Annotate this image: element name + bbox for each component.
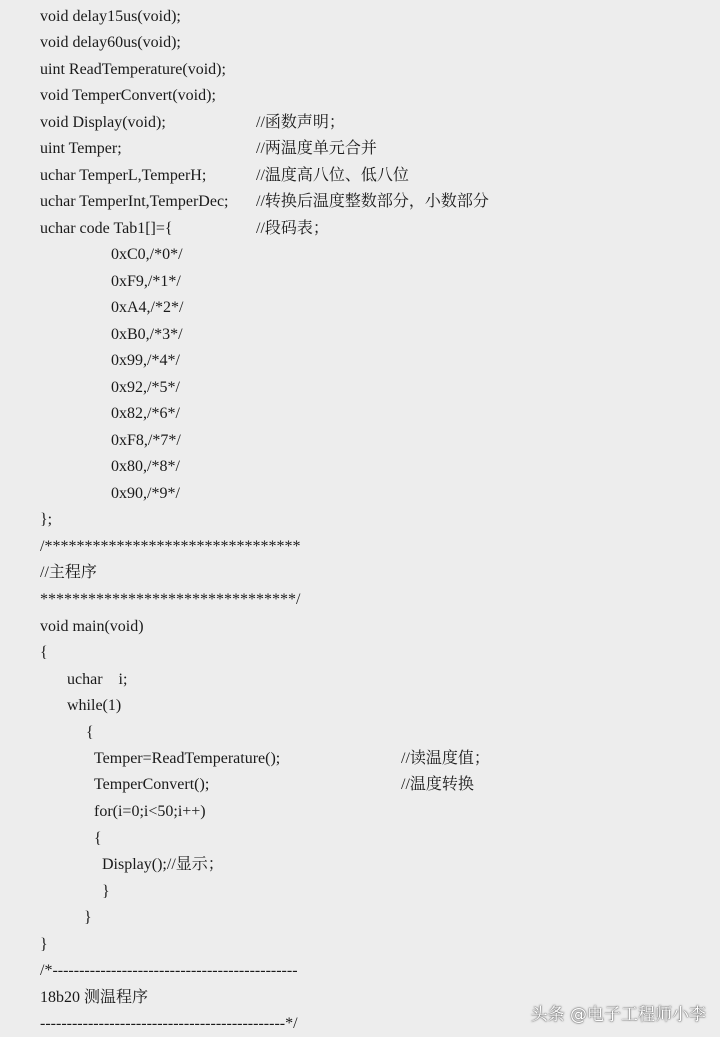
code-line: 0x90,/*9*/ xyxy=(111,485,180,502)
code-line: void delay15us(void); xyxy=(40,8,181,25)
watermark: 头条 @电子工程师小李 xyxy=(530,1005,706,1025)
code-line: for(i=0;i<50;i++) xyxy=(94,803,206,820)
code-line: Display();//显示； xyxy=(102,856,224,873)
code-line: { xyxy=(94,830,102,847)
code-line: 0xA4,/*2*/ xyxy=(111,299,184,316)
code-line: void Display(void); xyxy=(40,114,166,131)
code-line: void TemperConvert(void); xyxy=(40,87,216,104)
code-line: void delay60us(void); xyxy=(40,34,181,51)
code-line: } xyxy=(102,883,110,900)
code-line: 0xF9,/*1*/ xyxy=(111,273,181,290)
code-line: 0xC0,/*0*/ xyxy=(111,246,183,263)
code-line: } xyxy=(40,936,48,953)
code-line: uchar TemperL,TemperH; xyxy=(40,167,207,184)
code-line: uchar code Tab1[]={ xyxy=(40,220,173,237)
code-line: void main(void) xyxy=(40,618,144,635)
code-line: { xyxy=(40,644,48,661)
code-line: ********************************/ xyxy=(40,591,301,608)
code-line: uchar TemperInt,TemperDec; xyxy=(40,193,229,210)
code-line: Temper=ReadTemperature(); xyxy=(94,750,281,767)
code-comment: //温度转换 xyxy=(401,776,474,793)
code-line: 0xB0,/*3*/ xyxy=(111,326,183,343)
code-line: uchar i; xyxy=(67,671,128,688)
code-line: 0x80,/*8*/ xyxy=(111,458,180,475)
code-line: } xyxy=(84,909,92,926)
code-comment: //读温度值； xyxy=(401,750,490,767)
code-comment: //温度高八位、低八位 xyxy=(256,167,409,184)
code-line: /******************************** xyxy=(40,538,301,555)
code-line: //主程序 xyxy=(40,564,97,581)
code-comment: //函数声明； xyxy=(256,114,345,131)
code-line: 0x82,/*6*/ xyxy=(111,405,180,422)
code-comment: //段码表； xyxy=(256,220,329,237)
code-line: { xyxy=(86,724,94,741)
code-line: TemperConvert(); xyxy=(94,776,210,793)
code-line: uint ReadTemperature(void); xyxy=(40,61,226,78)
code-line: 18b20 测温程序 xyxy=(40,989,149,1006)
code-line: ----------------------------------------------*/ xyxy=(40,1015,298,1032)
code-comment: //转换后温度整数部分，小数部分 xyxy=(256,193,489,210)
code-line: uint Temper; xyxy=(40,140,122,157)
code-line: /*---------------------------------------------- xyxy=(40,962,298,979)
code-line: while(1) xyxy=(67,697,122,714)
code-line: 0xF8,/*7*/ xyxy=(111,432,181,449)
code-line: 0x92,/*5*/ xyxy=(111,379,180,396)
code-line: 0x99,/*4*/ xyxy=(111,352,180,369)
code-line: }; xyxy=(40,511,53,528)
code-comment: //两温度单元合并 xyxy=(256,140,377,157)
